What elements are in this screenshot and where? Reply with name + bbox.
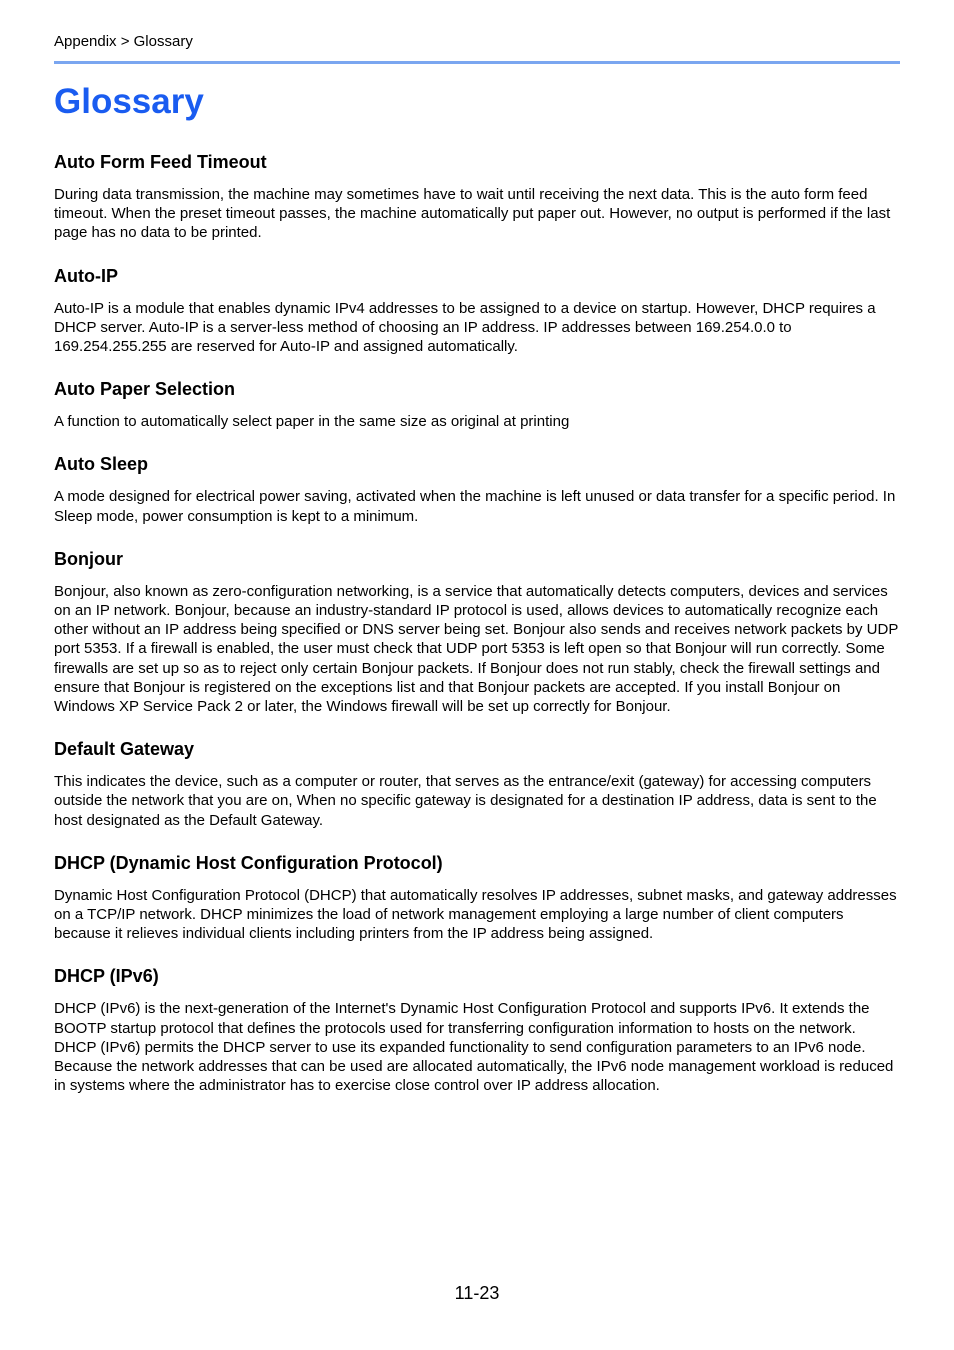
glossary-entries [54,151,900,1117]
glossary-term: Auto Form Feed Timeout [54,152,267,172]
glossary-entry-bonjour [54,548,900,716]
glossary-term: Auto-IP [54,265,118,286]
glossary-entry-auto-sleep [54,453,900,525]
glossary-term: Auto Sleep [54,454,149,475]
glossary-entry-auto-paper-selection [54,378,900,431]
page-title: Glossary [54,82,204,121]
header-rule [54,61,900,64]
glossary-term: Auto Paper Selection [54,379,236,400]
glossary-definition: Bonjour, also known as zero-configuration networking, is a service that automatically detects computers, devices and services on an IP network. Bonjour, because an industry-standard IP protocol is used, allows devices to automatically recognize each other without an IP address being specified or DNS server being set. Bonjour also sends and receives network packets by UDP port 5353. If a firewall is enabled, the user must check that UDP port 5353 is left open so that Bonjour will run correctly. Some firewalls are set up so as to reject only certain Bonjour packets. If Bonjour does not run stably, check the firewall settings and ensure that Bonjour is registered on the exceptions list and that Bonjour packets are accepted. If you install Bonjour on Windows XP Service Pack 2 or later, the Windows firewall will be set up correctly for Bonjour. [54,582,899,716]
glossary-definition: A function to automatically select paper in the same size as original at printing [54,413,570,431]
glossary-term: DHCP (IPv6) [54,966,159,987]
glossary-entry-dhcp-ipv6 [54,965,900,1095]
glossary-entry-auto-form-feed-timeout [54,151,900,243]
glossary-definition: A mode designed for electrical power saving, activated when the machine is left unused or data transfer for a specific period. In Sleep mode, power consumption is kept to a minimum. [54,488,896,525]
glossary-definition: During data transmission, the machine may sometimes have to wait until receiving the next data. This is the auto form feed timeout. When the preset timeout passes, the machine automatically put paper out. However, no output is performed if the last page has no data to be printed. [54,186,891,242]
glossary-term: DHCP (Dynamic Host Configuration Protocol) [54,852,443,873]
glossary-term: Bonjour [54,548,123,569]
glossary-definition: DHCP (IPv6) is the next-generation of the Internet's Dynamic Host Configuration Protocol and supports IPv6. It extends the BOOTP startup protocol that defines the protocols used for transferring configuration information to hosts on the network. DHCP (IPv6) permits the DHCP server to use its expanded functionality to send configuration parameters to an IPv6 node. Because the network addresses that can be used are allocated automatically, the IPv6 node management workload is reduced in systems where the administrator has to exercise close control over IP address allocation. [54,1000,894,1095]
glossary-definition: Auto-IP is a module that enables dynamic IPv4 addresses to be assigned to a device on startup. However, DHCP requires a DHCP server. Auto-IP is a server-less method of choosing an IP address. IP addresses between 169.254.0.0 to 169.254.255.255 are reserved for Auto-IP and assigned automatically. [54,299,876,356]
glossary-entry-default-gateway [54,738,900,830]
page-number: 11-23 [454,1283,500,1303]
glossary-term: Default Gateway [54,739,195,760]
glossary-definition: This indicates the device, such as a computer or router, that serves as the entrance/exit (gateway) for accessing computers outside the network that you are on, When no specific gateway is designated for a destination IP address, data is sent to the host designated as the Default Gateway. [54,773,877,829]
glossary-entry-dhcp [54,852,900,944]
breadcrumb: Appendix > Glossary [54,33,193,50]
glossary-entry-auto-ip [54,265,900,357]
glossary-definition: Dynamic Host Configuration Protocol (DHCP) that automatically resolves IP addresses, subnet masks, and gateway addresses on a TCP/IP network. DHCP minimizes the load of network management employing a large number of client computers because it relieves individual clients including printers from the IP address being assigned. [54,886,897,943]
